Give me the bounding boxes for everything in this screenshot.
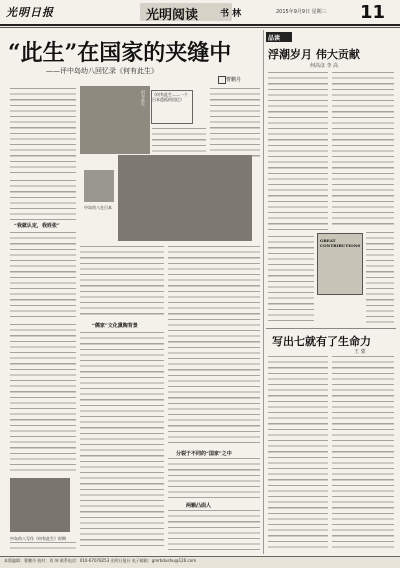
review-2-text-b bbox=[332, 356, 394, 552]
book-cover-title: GREAT CONTRIBUTIONS bbox=[320, 238, 361, 248]
body-text-col3-top bbox=[210, 88, 260, 158]
section-heading-1: “我就认定，我姓张” bbox=[14, 223, 60, 229]
issue-date: 2015年9月9日 星期三 bbox=[276, 9, 327, 15]
newspaper-masthead: 光明日报 bbox=[6, 6, 54, 19]
book-title-vertical: 何有此生 bbox=[141, 90, 146, 106]
section-heading-3: 分裂于不同的“国家”之中 bbox=[176, 451, 232, 457]
article-author: 曹鹏丹 bbox=[226, 77, 242, 83]
column-divider bbox=[263, 30, 264, 554]
writer-photo bbox=[10, 478, 70, 532]
body-text-col2-top bbox=[152, 128, 206, 158]
review-1-text-c bbox=[268, 236, 314, 324]
family-photo-small bbox=[84, 170, 114, 202]
body-text-col1-mid bbox=[10, 180, 76, 220]
section-subtitle: 书 林 bbox=[220, 9, 242, 19]
review-1-text-d bbox=[366, 232, 394, 324]
article-title: “此生”在国家的夹缝中 bbox=[8, 40, 232, 66]
review-divider bbox=[266, 328, 396, 329]
body-text-col3-c bbox=[168, 510, 260, 550]
body-text-col1-c bbox=[10, 542, 76, 552]
review-2-author: 王 蒙 bbox=[354, 349, 366, 355]
review-tag-label: 品读 bbox=[268, 35, 281, 42]
review-1-author: 何高彦 李 高 bbox=[310, 63, 339, 69]
book-photo-frame bbox=[151, 90, 193, 124]
review-1-text-a bbox=[268, 72, 328, 232]
section-heading-2: “儒家”文化熏陶背景 bbox=[92, 323, 138, 329]
body-text-col2 bbox=[80, 246, 164, 318]
footer-text: 本版编辑：曹鹏丹 校对：刘 坤 联系电话：010-67078253 光明日报社 电子邮箱：gmrbdushu@126.com bbox=[4, 558, 197, 563]
body-text-col1-b bbox=[10, 324, 76, 474]
book-photo-caption: 《何有此生——一个日本遗孤的回忆》 bbox=[152, 92, 188, 102]
author-marker-icon bbox=[218, 76, 226, 84]
article-subtitle: ——评中岛幼八回忆录《何有此生》 bbox=[46, 67, 158, 75]
body-text-col3-b bbox=[168, 458, 260, 498]
body-text-col3 bbox=[168, 246, 260, 446]
family-photo-large bbox=[118, 155, 252, 241]
body-text-col2-b bbox=[80, 332, 164, 550]
review-1-title: 浮潮岁月 伟大贡献 bbox=[268, 48, 360, 61]
writer-photo-caption: 中岛幼八写作《何有此生》时期 bbox=[10, 536, 66, 541]
family-photo-caption: 中岛幼八在日本 bbox=[84, 205, 112, 210]
review-2-text-a bbox=[268, 356, 328, 552]
review-2-title: 写出七就有了生命力 bbox=[272, 335, 371, 348]
section-heading-4: 两颗凸面人 bbox=[186, 503, 212, 509]
body-text-col1-top bbox=[10, 88, 76, 176]
body-text-col1 bbox=[10, 232, 76, 318]
header-rule bbox=[0, 24, 400, 26]
section-title: 光明阅读 bbox=[146, 8, 199, 23]
header-rule-thin bbox=[0, 27, 400, 28]
page-number: 11 bbox=[360, 2, 386, 23]
review-1-text-b bbox=[332, 72, 394, 228]
